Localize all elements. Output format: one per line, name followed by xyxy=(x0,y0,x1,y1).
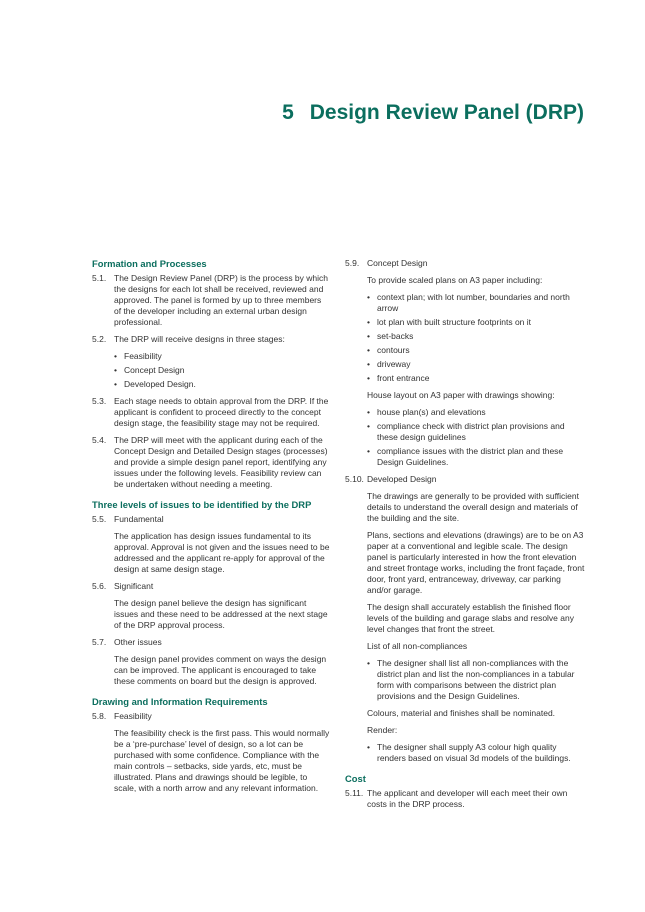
clause-5-1 xyxy=(92,273,330,328)
clause-number: 5.1. xyxy=(92,273,107,283)
clause-number: 5.8. xyxy=(92,711,107,721)
clause-paragraph: The design shall accurately establish the finished floor levels of the building and garage slabs and resolve any level changes that front the street. xyxy=(367,602,574,634)
clause-text: Significant xyxy=(114,581,154,591)
clause-5-8 xyxy=(92,711,330,722)
clause-5-2 xyxy=(92,334,330,345)
clause-text: Other issues xyxy=(114,637,162,647)
chapter-title: Design Review Panel (DRP) xyxy=(309,101,584,124)
clause-text: Each stage needs to obtain approval from the DRP. If the applicant is confident to proceed directly to the concept design stage, the feasibility stage may not be required. xyxy=(114,396,329,428)
clause-text: Concept Design xyxy=(367,258,428,268)
clause-paragraph: Colours, material and finishes shall be nominated. xyxy=(367,708,556,718)
list-item: • Feasibility xyxy=(114,351,162,361)
list-item: • context plan; with lot number, boundaries and north arrow xyxy=(367,292,570,313)
section-heading-formation: Formation and Processes xyxy=(92,258,207,269)
list-item: • The designer shall supply A3 colour high quality renders based on visual 3d models of the buildings. xyxy=(367,742,571,763)
clause-5-9 xyxy=(345,258,585,269)
right-column xyxy=(345,258,585,816)
clause-paragraph: The design panel believe the design has significant issues and these need to be addressed at the next stage of the DRP approval process. xyxy=(114,598,328,630)
clause-paragraph: The drawings are generally to be provided with sufficient details to understand the overall design and materials of the building and the site. xyxy=(367,491,579,523)
stages-list xyxy=(114,351,330,390)
clause-number: 5.5. xyxy=(92,514,107,524)
list-item: • front entrance xyxy=(367,373,430,383)
render-list xyxy=(367,742,585,764)
clause-paragraph: The application has design issues fundamental to its approval. Approval is not given and the issues need to be addressed and the applicant re-apply for approval of the design at same design stage. xyxy=(114,531,330,574)
clause-number: 5.7. xyxy=(92,637,107,647)
clause-5-5 xyxy=(92,514,330,525)
clause-number: 5.4. xyxy=(92,435,107,445)
clause-paragraph: The design panel provides comment on ways the design can be improved. The applicant is encouraged to take these comments on board but the design is approved. xyxy=(114,654,327,686)
list-item: • driveway xyxy=(367,359,411,369)
clause-text: Feasibility xyxy=(114,711,152,721)
clause-text: The applicant and developer will each meet their own costs in the DRP process. xyxy=(367,788,568,809)
clause-number: 5.9. xyxy=(345,258,360,268)
clause-text: Developed Design xyxy=(367,474,437,484)
clause-text: The DRP will receive designs in three stages: xyxy=(114,334,285,344)
left-column xyxy=(92,258,330,800)
clause-paragraph: List of all non-compliances xyxy=(367,641,468,651)
layout-list xyxy=(367,407,585,468)
list-item: • The designer shall list all non-compliances with the district plan and list the non-compliances in a tabular form with comparisons between the district plan provisions and the Design Guidelines. xyxy=(367,658,575,701)
section-heading-drawing: Drawing and Information Requirements xyxy=(92,696,268,707)
list-item: • contours xyxy=(367,345,410,355)
clause-paragraph: To provide scaled plans on A3 paper including: xyxy=(367,275,543,285)
clause-number: 5.11. xyxy=(345,788,364,798)
section-heading-cost: Cost xyxy=(345,773,366,784)
clause-5-7 xyxy=(92,637,330,648)
list-item: • house plan(s) and elevations xyxy=(367,407,486,417)
clause-5-3 xyxy=(92,396,330,429)
clause-number: 5.2. xyxy=(92,334,107,344)
list-item: • lot plan with built structure footprints on it xyxy=(367,317,532,327)
clause-paragraph: Render: xyxy=(367,725,398,735)
list-item: • Concept Design xyxy=(114,365,185,375)
clause-5-11 xyxy=(345,788,585,810)
page-title xyxy=(0,101,584,125)
clause-number: 5.6. xyxy=(92,581,107,591)
section-heading-levels: Three levels of issues to be identified by the DRP xyxy=(92,499,312,510)
chapter-number: 5 xyxy=(282,101,294,124)
clause-text: The Design Review Panel (DRP) is the process by which the designs for each lot shall be received, reviewed and approved. The panel is formed by up to three members of the developer including an external urban design professional. xyxy=(114,273,329,327)
list-item: • set-backs xyxy=(367,331,414,341)
clause-5-4 xyxy=(92,435,330,490)
noncompliance-list xyxy=(367,658,585,702)
clause-text: The DRP will meet with the applicant during each of the Concept Design and Detailed Design stages (processes) and provide a simple design panel report, identifying any issues under the following levels. Feasibility review can be undertaken without needing a meeting. xyxy=(114,435,328,489)
clause-text: Fundamental xyxy=(114,514,164,524)
clause-5-10 xyxy=(345,474,585,485)
list-item: • compliance issues with the district plan and these Design Guidelines. xyxy=(367,446,564,467)
plans-list xyxy=(367,292,585,384)
clause-paragraph: Plans, sections and elevations (drawings) are to be on A3 paper at a conventional and legible scale. The design panel is particularly interested in how the front elevation and street frontage works, including the front façade, front door, front yard, entranceway, driveway, car parking and/or garage. xyxy=(367,530,585,595)
list-item: • compliance check with district plan provisions and these design guidelines xyxy=(367,421,565,442)
clause-number: 5.10. xyxy=(345,474,364,484)
clause-paragraph: House layout on A3 paper with drawings showing: xyxy=(367,390,555,400)
clause-number: 5.3. xyxy=(92,396,107,406)
list-item: • Developed Design. xyxy=(114,379,196,389)
clause-paragraph: The feasibility check is the first pass. This would normally be a ‘pre-purchase’ level of design, so a lot can be purchased with some confidence. Compliance with the main controls – setbacks, side yards, etc, must be illustrated. Plans and drawings should be legible, to scale, with a north arrow and any relevant information. xyxy=(114,728,330,793)
clause-5-6 xyxy=(92,581,330,592)
